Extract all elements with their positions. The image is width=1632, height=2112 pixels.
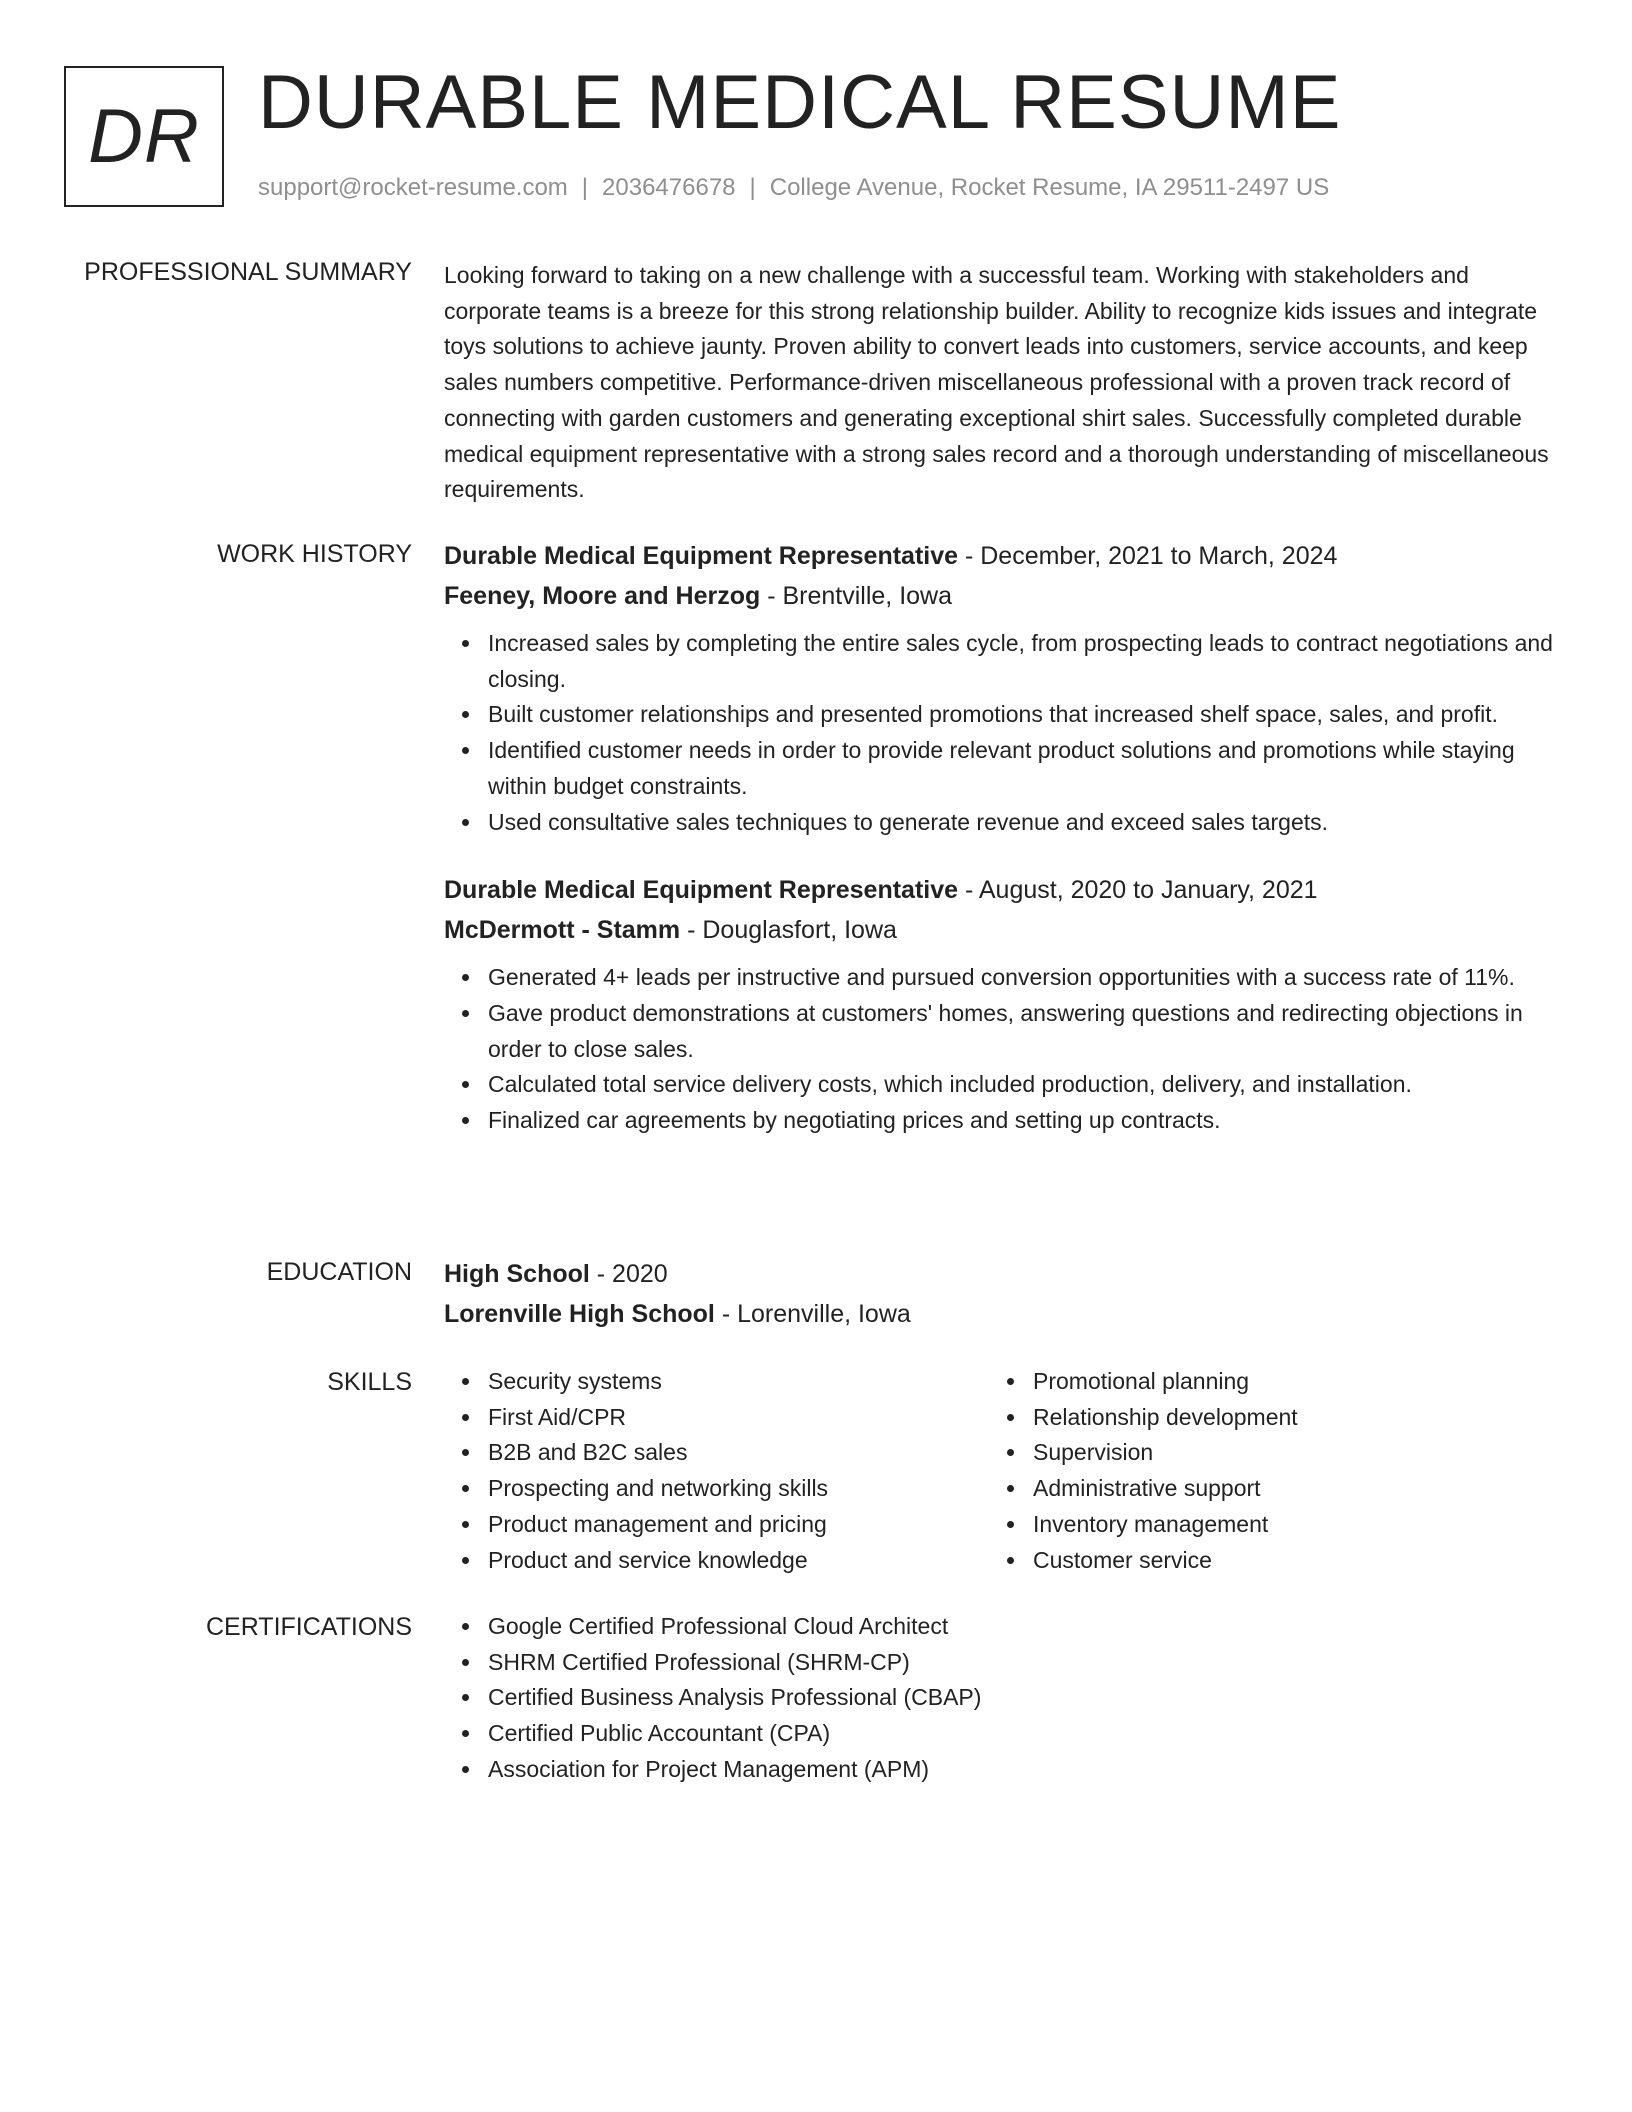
section-label-summary: PROFESSIONAL SUMMARY — [84, 258, 412, 286]
contact-address: College Avenue, Rocket Resume, IA 29511-2497 US — [769, 174, 1330, 201]
list-item: Calculated total service delivery costs, which included production, delivery, and installation. — [488, 1067, 1556, 1103]
section-label-education: EDUCATION — [266, 1258, 412, 1286]
job-title-line — [444, 536, 1556, 576]
education-school-line — [444, 1294, 1556, 1334]
education-year: - 2020 — [589, 1260, 668, 1288]
section-label-certifications: CERTIFICATIONS — [205, 1613, 412, 1641]
list-item: Google Certified Professional Cloud Architect — [488, 1609, 1556, 1645]
job-entry — [444, 870, 1556, 1139]
list-item: Administrative support — [1033, 1471, 1534, 1507]
page-title: DURABLE MEDICAL RESUME — [258, 60, 1342, 145]
contact-separator: | — [581, 174, 589, 201]
list-item: Identified customer needs in order to provide relevant product solutions and promotions while staying within budget constraints. — [488, 733, 1556, 804]
list-item: Built customer relationships and presented promotions that increased shelf space, sales, and profit. — [488, 697, 1556, 733]
list-item: Used consultative sales techniques to generate revenue and exceed sales targets. — [488, 805, 1556, 841]
certifications-body — [444, 1609, 1556, 1788]
list-item: Certified Public Accountant (CPA) — [488, 1716, 1556, 1752]
list-item: Inventory management — [1033, 1507, 1534, 1543]
job-bullets — [444, 960, 1556, 1139]
skills-list-left — [444, 1364, 989, 1578]
contact-line — [258, 174, 1329, 202]
job-title-line — [444, 870, 1556, 910]
list-item: Promotional planning — [1033, 1364, 1534, 1400]
summary-text: Looking forward to taking on a new challenge with a successful team. Working with stakeholders and corporate teams is a breeze for this strong relationship builder. Ability to recognize kids issues and integrate toys solutions to achieve jaunty. Proven ability to convert leads into customers, service accounts, and keep sales numbers competitive. Performance-driven miscellaneous professional with a proven track record of connecting with garden customers and generating exceptional shirt sales. Successfully completed durable medical equipment representative with a strong sales record and a thorough understanding of miscellaneous requirements. — [444, 262, 1549, 503]
contact-separator: | — [749, 174, 756, 201]
list-item: SHRM Certified Professional (SHRM-CP) — [488, 1645, 1556, 1681]
list-item: Product management and pricing — [488, 1507, 989, 1543]
list-item: Generated 4+ leads per instructive and pursued conversion opportunities with a success rate of 11%. — [488, 960, 1556, 996]
job-title: Durable Medical Equipment Representative — [444, 876, 959, 905]
list-item: Increased sales by completing the entire sales cycle, from prospecting leads to contract negotiations and closing. — [488, 626, 1556, 697]
work-body — [444, 536, 1556, 1159]
skills-grid — [444, 1364, 1556, 1578]
job-company: Feeney, Moore and Herzog — [444, 582, 761, 610]
list-item: Certified Business Analysis Professional (CBAP) — [488, 1680, 1556, 1716]
list-item: Association for Project Management (APM) — [488, 1752, 1556, 1788]
section-label-work: WORK HISTORY — [217, 540, 412, 568]
contact-phone: 2036476678 — [602, 174, 736, 201]
skills-list-right — [989, 1364, 1534, 1578]
job-title: Durable Medical Equipment Representative — [444, 542, 959, 570]
job-company-line — [444, 576, 1556, 616]
certifications-list — [444, 1609, 1556, 1788]
job-company-line — [444, 910, 1556, 950]
list-item: Prospecting and networking skills — [488, 1471, 989, 1507]
monogram-logo: DR — [64, 66, 224, 207]
education-degree: High School — [444, 1260, 590, 1288]
job-dates: - December, 2021 to March, 2024 — [958, 542, 1338, 570]
skills-column-left — [444, 1364, 989, 1578]
job-company: McDermott - Stamm — [444, 916, 681, 945]
list-item: Gave product demonstrations at customers' homes, answering questions and redirecting objections in order to close sales. — [488, 996, 1556, 1067]
contact-email: support@rocket-resume.com — [258, 174, 568, 201]
education-location: - Lorenville, Iowa — [714, 1300, 911, 1328]
skills-body — [444, 1364, 1556, 1578]
list-item: Customer service — [1033, 1543, 1534, 1579]
education-body — [444, 1254, 1556, 1334]
list-item: B2B and B2C sales — [488, 1435, 989, 1471]
list-item: First Aid/CPR — [488, 1400, 989, 1436]
job-dates: - August, 2020 to January, 2021 — [958, 876, 1318, 905]
job-bullets — [444, 626, 1556, 840]
job-location: - Douglasfort, Iowa — [680, 916, 897, 945]
education-degree-line — [444, 1254, 1556, 1294]
list-item: Relationship development — [1033, 1400, 1534, 1436]
list-item: Product and service knowledge — [488, 1543, 989, 1579]
summary-body — [444, 258, 1556, 508]
skills-column-right — [989, 1364, 1534, 1578]
list-item: Finalized car agreements by negotiating prices and setting up contracts. — [488, 1103, 1556, 1139]
list-item: Security systems — [488, 1364, 989, 1400]
job-entry — [444, 536, 1556, 840]
list-item: Supervision — [1033, 1435, 1534, 1471]
section-label-skills: SKILLS — [327, 1368, 412, 1396]
job-location: - Brentville, Iowa — [760, 582, 953, 610]
education-school: Lorenville High School — [444, 1300, 715, 1328]
